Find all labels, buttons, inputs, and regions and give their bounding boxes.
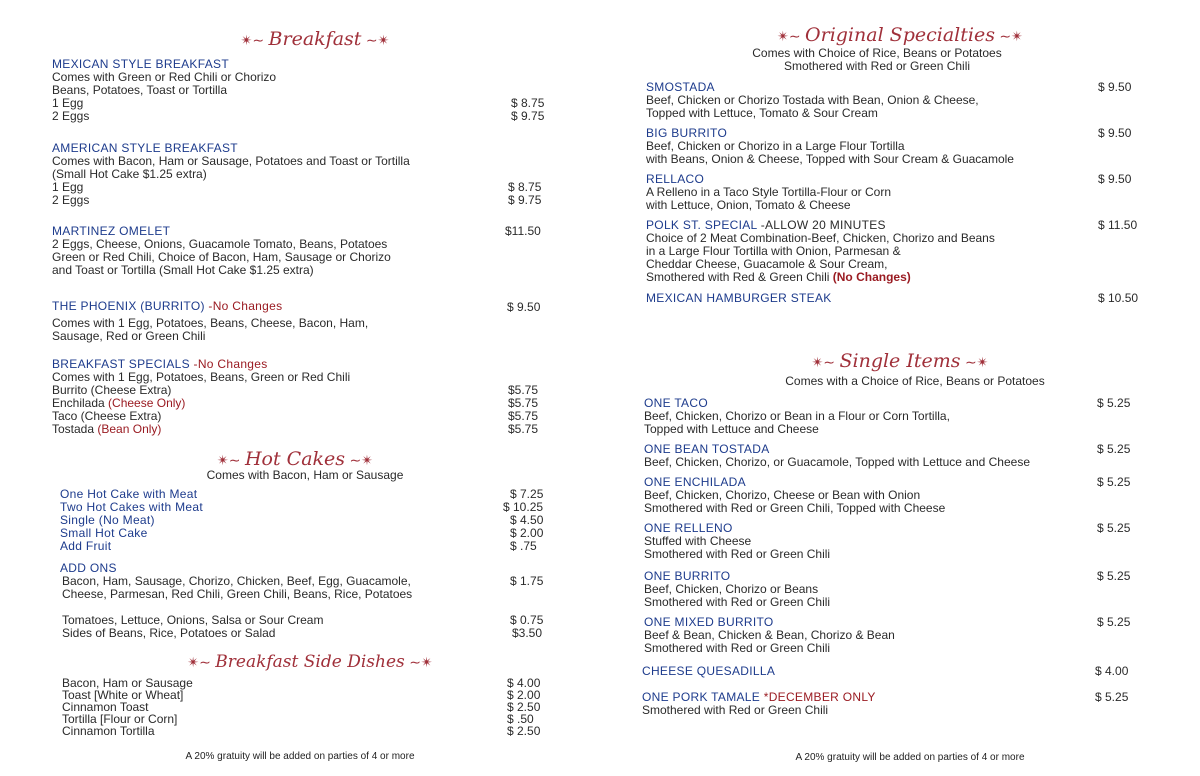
- item-name: RELLACO: [646, 172, 705, 186]
- item-price: $ 5.25: [1097, 396, 1131, 410]
- side-item: Cinnamon Toast: [62, 700, 149, 714]
- item-desc: 2 Eggs, Cheese, Onions, Guacamole Tomato, Beans, Potatoes: [52, 237, 388, 251]
- special-label: Tostada: [52, 422, 98, 436]
- special-note: (Cheese Only): [108, 396, 186, 410]
- breakfast-heading: [205, 28, 425, 50]
- no-changes-note: -No Changes: [189, 357, 268, 371]
- item-price: $ 9.50: [1098, 80, 1132, 94]
- item-desc: with Beans, Onion & Cheese, Topped with Sour Cream & Guacamole: [646, 152, 1014, 166]
- item-name: MARTINEZ OMELET: [52, 224, 171, 238]
- item-desc: Beans, Potatoes, Toast or Tortilla: [52, 83, 227, 97]
- item-price: $ 5.25: [1097, 442, 1131, 456]
- item-price: $ 0.75: [510, 613, 544, 627]
- item-name: MEXICAN STYLE BREAKFAST: [52, 57, 229, 71]
- flourish-icon: ✴∼: [240, 32, 265, 48]
- item-name: MEXICAN HAMBURGER STEAK: [646, 291, 832, 305]
- item-price: $ 8.75: [508, 180, 542, 194]
- item-option: 1 Egg: [52, 180, 84, 194]
- original-specialties-title: Original Specialties: [805, 24, 995, 46]
- item-desc: Smothered with Red or Green Chili: [642, 703, 829, 717]
- item-name-text: THE PHOENIX (BURRITO): [52, 299, 205, 313]
- side-item: Bacon, Ham or Sausage: [62, 676, 193, 690]
- flourish-icon: ✴∼: [187, 654, 211, 670]
- flourish-icon: ✴∼: [217, 452, 241, 468]
- hotcakes-title: Hot Cakes: [244, 448, 346, 470]
- item-desc: Beef, Chicken or Chorizo in a Large Flour Tortilla: [646, 139, 905, 153]
- item-price: $ 9.75: [508, 193, 542, 207]
- item-price: $5.75: [508, 409, 539, 423]
- item-desc: Choice of 2 Meat Combination-Beef, Chicken, Chorizo and Beans: [646, 231, 995, 245]
- item-desc: Smothered with Red or Green Chili: [644, 547, 831, 561]
- item-desc: Smothered with Red or Green Chili: [644, 595, 831, 609]
- item-desc: Beef, Chicken, Chorizo, or Guacamole, Topped with Lettuce and Cheese: [644, 455, 1031, 469]
- special-label: Burrito (Cheese Extra): [52, 383, 172, 397]
- hotcakes-heading: [200, 448, 390, 470]
- item-desc: with Lettuce, Onion, Tomato & Cheese: [646, 198, 851, 212]
- flourish-icon: ∼✴: [349, 452, 373, 468]
- item-price: $ 4.00: [507, 676, 541, 690]
- item-name: ONE TACO: [644, 396, 708, 410]
- item-desc: Beef, Chicken, Chorizo, Cheese or Bean with Onion: [644, 488, 921, 502]
- special-label: Enchilada: [52, 396, 109, 410]
- item-desc: Beef & Bean, Chicken & Bean, Chorizo & Bean: [644, 628, 895, 642]
- item-desc: (Small Hot Cake $1.25 extra): [52, 167, 207, 181]
- item-price: $ .50: [507, 712, 534, 726]
- flourish-icon: ∼✴: [409, 654, 433, 670]
- item-name: SMOSTADA: [646, 80, 715, 94]
- item-price: $ .75: [510, 539, 537, 553]
- item-name: ONE BURRITO: [644, 569, 731, 583]
- item-desc: Comes with 1 Egg, Potatoes, Beans, Cheese, Bacon, Ham,: [52, 316, 369, 330]
- allow-time-note: -ALLOW 20 MINUTES: [757, 218, 886, 232]
- item-price: $ 9.50: [1098, 172, 1132, 186]
- hotcake-item: Two Hot Cakes with Meat: [60, 500, 203, 514]
- item-name-text: ONE PORK TAMALE: [642, 690, 761, 704]
- item-price: $ 5.25: [1097, 615, 1131, 629]
- hotcake-item: Small Hot Cake: [60, 526, 148, 540]
- item-price: $ 5.25: [1097, 569, 1131, 583]
- item-name: ONE BEAN TOSTADA: [644, 442, 770, 456]
- item-price: $ 8.75: [511, 96, 545, 110]
- item-price: $5.75: [508, 383, 539, 397]
- item-price: $ 5.25: [1097, 521, 1131, 535]
- item-price: $ 7.25: [510, 487, 544, 501]
- item-price: $ 9.75: [511, 109, 545, 123]
- hotcake-item: Add Fruit: [60, 539, 112, 553]
- item-price: $ 11.50: [1098, 218, 1138, 232]
- sides-title: Breakfast Side Dishes: [215, 652, 405, 672]
- gratuity-note: A 20% gratuity will be added on parties of 4 or more: [795, 752, 1025, 763]
- section-subtitle: Comes with Bacon, Ham or Sausage: [206, 468, 404, 482]
- flourish-icon: ∼✴: [964, 354, 989, 370]
- item-desc: Cheddar Cheese, Guacamole & Sour Cream,: [646, 257, 888, 271]
- item-desc: Topped with Lettuce, Tomato & Sour Cream: [646, 106, 878, 120]
- item-option: 1 Egg: [52, 96, 84, 110]
- item-name: ONE MIXED BURRITO: [644, 615, 774, 629]
- item-price: $ 5.25: [1097, 475, 1131, 489]
- item-desc-text: Smothered with Red & Green Chili: [646, 270, 833, 284]
- item-desc: Comes with Green or Red Chili or Chorizo: [52, 70, 277, 84]
- special-item: [52, 423, 161, 436]
- flourish-icon: ∼✴: [999, 28, 1023, 44]
- item-desc: Sausage, Red or Green Chili: [52, 329, 206, 343]
- item-price: $ 2.00: [510, 526, 544, 540]
- side-item: Toast [White or Wheat]: [62, 688, 184, 702]
- item-name: BIG BURRITO: [646, 126, 728, 140]
- item-desc: Smothered with Red or Green Chili: [644, 641, 831, 655]
- item-price: $ 10.25: [503, 500, 544, 514]
- item-desc: Comes with 1 Egg, Potatoes, Beans, Green or Red Chili: [52, 370, 351, 384]
- flourish-icon: ✴∼: [777, 28, 801, 44]
- item-price: $ 4.00: [1095, 664, 1129, 678]
- item-price: $ 5.25: [1095, 690, 1129, 704]
- gratuity-note: A 20% gratuity will be added on parties of 4 or more: [185, 751, 415, 762]
- item-price: $ 10.50: [1098, 291, 1139, 305]
- special-label: Taco (Cheese Extra): [52, 409, 162, 423]
- single-items-title: Single Items: [839, 350, 961, 372]
- item-name-text: POLK ST. SPECIAL: [646, 218, 758, 232]
- item-desc: Sides of Beans, Rice, Potatoes or Salad: [62, 626, 276, 640]
- item-name: ONE RELLENO: [644, 521, 733, 535]
- item-price: $ 2.00: [507, 688, 541, 702]
- section-subtitle: Comes with Choice of Rice, Beans or Potatoes: [752, 46, 1002, 60]
- item-price: $3.50: [512, 626, 543, 640]
- item-desc: Beef, Chicken, Chorizo or Beans: [644, 582, 819, 596]
- no-changes-note: (No Changes): [832, 270, 911, 284]
- item-name: ADD ONS: [60, 561, 117, 575]
- special-note: (Bean Only): [97, 422, 162, 436]
- item-price: $5.75: [508, 396, 539, 410]
- item-name: CHEESE QUESADILLA: [642, 664, 776, 678]
- side-item: Tortilla [Flour or Corn]: [62, 712, 178, 726]
- item-desc: Topped with Lettuce and Cheese: [644, 422, 819, 436]
- item-desc: Beef, Chicken, Chorizo or Bean in a Flour or Corn Tortilla,: [644, 409, 950, 423]
- item-desc: in a Large Flour Tortilla with Onion, Parmesan &: [646, 244, 901, 258]
- hotcake-item: Single (No Meat): [60, 513, 155, 527]
- item-price: $ 2.50: [507, 700, 541, 714]
- item-name-text: BREAKFAST SPECIALS: [52, 357, 190, 371]
- item-desc: Bacon, Ham, Sausage, Chorizo, Chicken, Beef, Egg, Guacamole,: [62, 574, 411, 588]
- item-desc: Cheese, Parmesan, Red Chili, Green Chili, Beans, Rice, Potatoes: [62, 587, 413, 601]
- item-price: $ 9.50: [507, 300, 541, 314]
- flourish-icon: ∼✴: [365, 32, 390, 48]
- hotcake-item: One Hot Cake with Meat: [60, 487, 198, 501]
- item-price: $11.50: [505, 224, 541, 238]
- item-desc: Smothered with Red or Green Chili, Topped with Cheese: [644, 501, 946, 515]
- item-desc: A Relleno in a Taco Style Tortilla-Flour or Corn: [646, 185, 892, 199]
- item-name: ONE ENCHILADA: [644, 475, 746, 489]
- section-subtitle: Comes with a Choice of Rice, Beans or Potatoes: [785, 374, 1045, 388]
- item-option: 2 Eggs: [52, 109, 90, 123]
- item-name: [52, 300, 282, 313]
- item-price: $5.75: [508, 422, 539, 436]
- item-desc: Stuffed with Cheese: [644, 534, 752, 548]
- item-price: $ 2.50: [507, 724, 541, 738]
- item-desc: and Toast or Tortilla (Small Hot Cake $1.25 extra): [52, 263, 314, 277]
- item-price: $ 1.75: [510, 574, 544, 588]
- item-desc: Comes with Bacon, Ham or Sausage, Potatoes and Toast or Tortilla: [52, 154, 410, 168]
- no-changes-note: -No Changes: [204, 299, 283, 313]
- december-only-note: *DECEMBER ONLY: [760, 690, 876, 704]
- section-subtitle: Smothered with Red or Green Chili: [783, 59, 971, 73]
- item-desc: [646, 271, 911, 284]
- item-desc: Tomatoes, Lettuce, Onions, Salsa or Sour Cream: [62, 613, 324, 627]
- original-specialties-heading: [760, 24, 1040, 46]
- item-price: $ 4.50: [510, 513, 544, 527]
- side-item: Cinnamon Tortilla: [62, 724, 155, 738]
- flourish-icon: ✴∼: [811, 354, 836, 370]
- single-items-heading: [790, 350, 1010, 372]
- item-price: $ 9.50: [1098, 126, 1132, 140]
- item-option: 2 Eggs: [52, 193, 90, 207]
- item-desc: Beef, Chicken or Chorizo Tostada with Bean, Onion & Cheese,: [646, 93, 979, 107]
- sides-heading: [150, 651, 470, 673]
- item-name: AMERICAN STYLE BREAKFAST: [52, 141, 238, 155]
- breakfast-title: Breakfast: [268, 28, 362, 50]
- item-desc: Green or Red Chili, Choice of Bacon, Ham, Sausage or Chorizo: [52, 250, 391, 264]
